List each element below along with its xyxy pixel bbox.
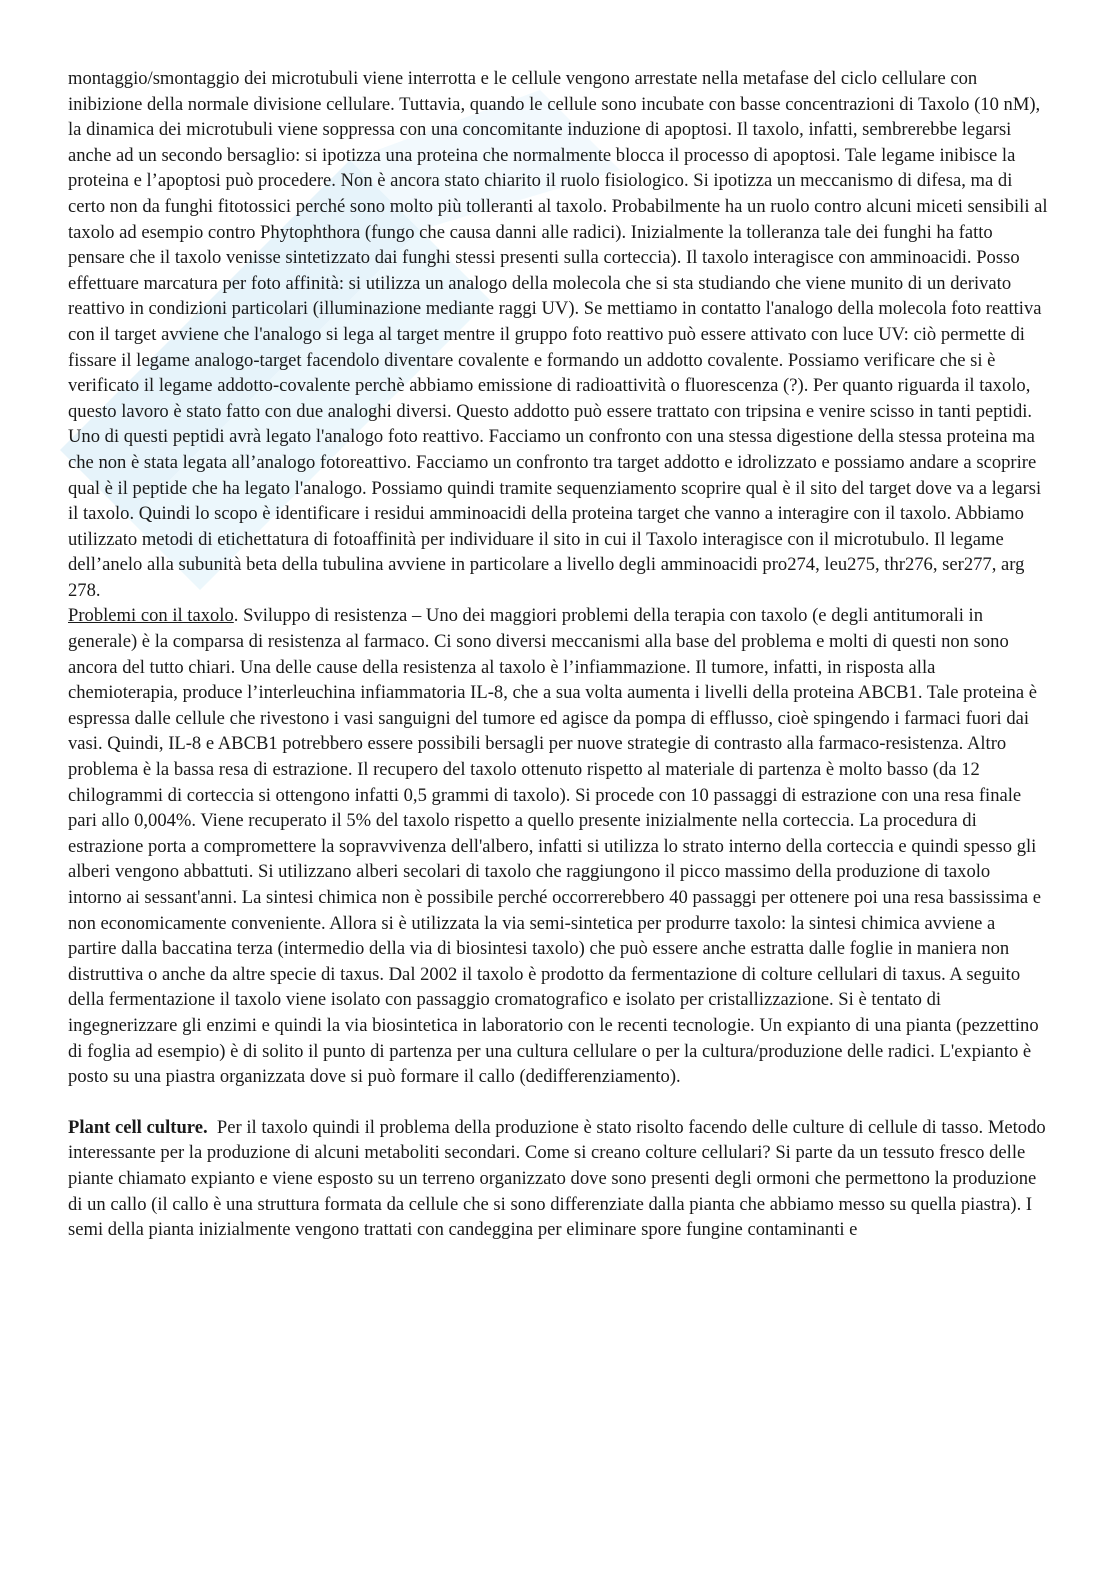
paragraph-plant-cell-culture [68,1115,1051,1243]
section-heading-problems: Problemi con il taxolo [68,605,234,627]
section-heading-plant-cell-culture: Plant cell culture. [68,1116,208,1138]
paragraph-taxol-mechanism: montaggio/smontaggio dei microtubuli viene interrotta e le cellule vengono arrestate nella metafase del ciclo cellulare con inibizione della normale divisione cellulare. Tuttavia, quando le cellule sono incubate con basse concentrazioni di Taxolo (10 nM), la dinamica dei microtubuli viene soppressa con una concomitante induzione di apoptosi. Il taxolo, infatti, sembrerebbe legarsi anche ad un secondo bersaglio: si ipotizza una proteina che normalmente blocca il processo di apoptosi. Tale legame inibisce la proteina e l’apoptosi può procedere. Non è ancora stato chiarito il ruolo fisiologico. Si ipotizza un meccanismo di difesa, ma di certo non da funghi fitotossici perché sono molto più tolleranti al taxolo. Probabilmente ha un ruolo contro alcuni miceti sensibili al taxolo ad esempio contro Phytophthora (fungo che causa danni alle radici). Inizialmente la tolleranza tale dei funghi ha fatto pensare che il taxolo venisse sintetizzato dai funghi stessi presenti sulla corteccia). Il taxolo interagisce con amminoacidi. Posso effettuare marcatura per foto affinità: si utilizza un analogo della molecola che si sta studiando che viene munito di un derivato reattivo in condizioni particolari (illuminazione mediante raggi UV). Se mettiamo in contatto l'analogo della molecola foto reattiva con il target avviene che l'analogo si lega al target mentre il gruppo foto reattivo può essere attivato con luce UV: ciò permette di fissare il legame analogo-target facendolo diventare covalente e formando un addotto covalente. Possiamo verificare che si è verificato il legame addotto-covalente perchè abbiamo emissione di radioattività o fluorescenza (?). Per quanto riguarda il taxolo, questo lavoro è stato fatto con due analoghi diversi. Questo addotto può essere trattato con tripsina e venire scisso in tanti peptidi. Uno di questi peptidi avrà legato l'analogo foto reattivo. Facciamo un confronto con una stessa digestione della stessa proteina ma che non è stata legata all’analogo fotoreattivo. Facciamo un confronto tra target addotto e idrolizzato e possiamo andare a scoprire qual è il peptide che ha legato l'analogo. Possiamo quindi tramite sequenziamento scoprire qual è il sito del target dove va a legarsi il taxolo. Quindi lo scopo è identificare i residui amminoacidi della proteina target che vanno a interagire con il taxolo. Abbiamo utilizzato metodi di etichettatura di fotoaffinità per individuare il sito in cui il Taxolo interagisce con il microtubulo. Il legame dell’anelo alla subunità beta della tubulina avviene in particolare a livello degli amminoacidi pro274, leu275, thr276, ser277, arg 278. [68,68,1048,601]
paragraph-problems-body: . Sviluppo di resistenza – Uno dei maggiori problemi della terapia con taxolo (e degli antitumorali in generale) è la comparsa di resistenza al farmaco. Ci sono diversi meccanismi alla base del problema e molti di questi non sono ancora del tutto chiari. Una delle cause della resistenza al taxolo è l’infiammazione. Il tumore, infatti, in risposta alla chemioterapia, produce l’interleuchina infiammatoria IL-8, che a sua volta aumenta i livelli della proteina ABCB1. Tale proteina è espressa dalle cellule che rivestono i vasi sanguigni del tumore ed agisce da pompa di efflusso, cioè spingendo i farmaci fuori dai vasi. Quindi, IL-8 e ABCB1 potrebbero essere possibili bersagli per nuove strategie di contrasto alla farmaco-resistenza. Altro problema è la bassa resa di estrazione. Il recupero del taxolo ottenuto rispetto al materiale di partenza è molto basso (da 12 chilogrammi di corteccia si ottengono infatti 0,5 grammi di taxolo). Si procede con 10 passaggi di estrazione con una resa finale pari allo 0,004%. Viene recuperato il 5% del taxolo rispetto a quello presente inizialmente nella corteccia. La procedura di estrazione porta a compromettere la sopravvivenza dell'albero, infatti si utilizza lo strato interno della corteccia e quindi spesso gli alberi vengono abbattuti. Si utilizzano alberi secolari di taxolo che raggiungono il picco massimo della produzione di taxolo intorno ai sessant'anni. La sintesi chimica non è possibile perché occorrerebbero 40 passaggi per ottenere poi una resa bassissima e non economicamente conveniente. Allora si è utilizzata la via semi-sintetica per produrre taxolo: la sintesi chimica avviene a partire dalla baccatina terza (intermedio della via di biosintesi taxolo) che può essere anche estratta dalle foglie in maniera non distruttiva o anche da altre specie di taxus. Dal 2002 il taxolo è prodotto da fermentazione di colture cellulari di taxus. A seguito della fermentazione il taxolo viene isolato con passaggio cromatografico e isolato per cristallizzazione. Si è tentato di ingegnerizzare gli enzimi e quindi la via biosintetica in laboratorio con le recenti tecnologie. Un expianto di una pianta (pezzettino di foglia ad esempio) è di solito il punto di partenza per una cultura cellulare o per la cultura/produzione delle radici. L'expianto è posto su una piastra organizzata dove si può formare il callo (dedifferenziamento). [68,605,1042,1088]
document-page [68,66,1051,1243]
paragraph-taxol-problems [68,603,1048,1089]
paragraph-plant-cell-culture-body: Per il taxolo quindi il problema della produzione è stato risolto facendo delle culture di cellule di tasso. Metodo interessante per la produzione di alcuni metaboliti secondari. Come si creano colture cellulari? Si parte da un tessuto fresco delle piante chiamato expianto e viene esposto su un terreno organizzato dove sono presenti degli ormoni che permettono la produzione di un callo (il callo è una struttura formata da cellule che si sono differenziate dalla pianta che abbiamo messo su quella piastra). I semi della pianta inizialmente vengono trattati con candeggina per eliminare spore fungine contaminanti e [68,1116,1051,1241]
